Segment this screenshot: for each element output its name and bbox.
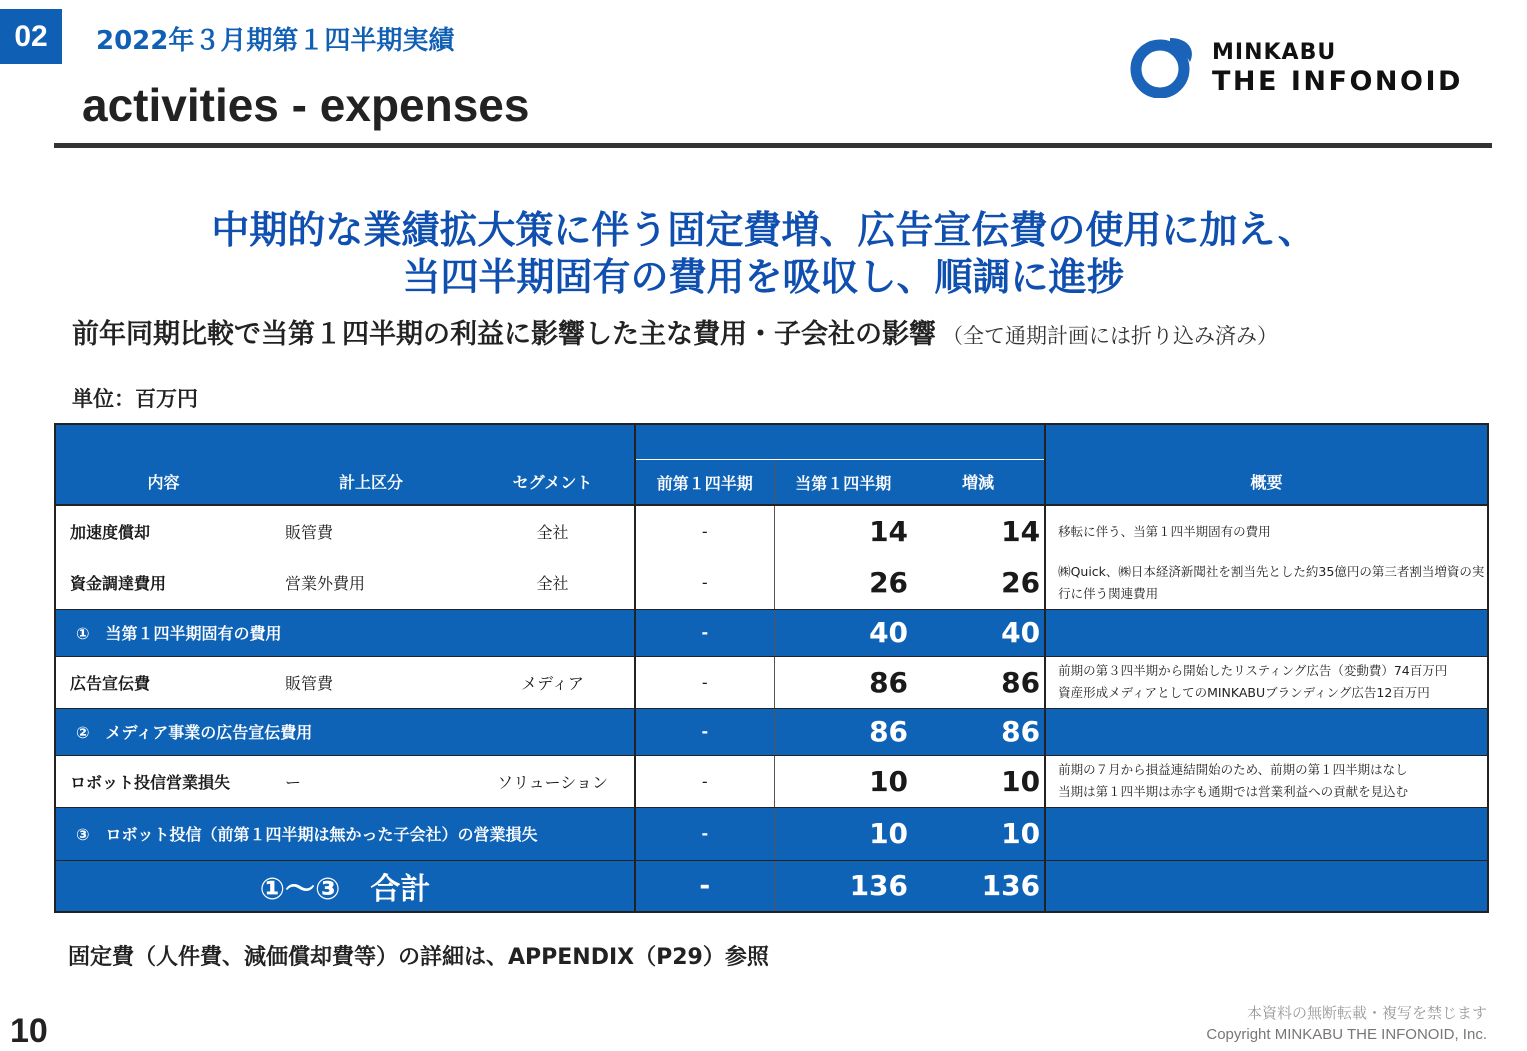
table-row (55, 755, 1488, 807)
header-summary: 概要 (1045, 460, 1488, 506)
table-header-row (55, 460, 1488, 506)
row-summary: ㈱Quick、㈱日本経済新聞社を割当先とした約35億円の第三者割当増資の実行に伴う関連費用 (1045, 557, 1488, 609)
subtotal-change-value: 10 (912, 807, 1045, 860)
headline-line1: 中期的な業績拡大策に伴う固定費増、広告宣伝費の使用に加え、 (211, 208, 1316, 252)
page-title: activities - expenses (82, 79, 530, 131)
section-number-badge: 02 (0, 9, 62, 64)
subheading-main: 前年同期比較で当第１四半期の利益に影響した主な費用・子会社の影響 (72, 319, 936, 350)
row-curr-value: 10 (774, 755, 912, 807)
row-category: 営業外費用 (271, 557, 471, 609)
header-segment: セグメント (471, 460, 635, 506)
row-label: ロボット投信営業損失 (55, 755, 271, 807)
total-curr-value: 136 (774, 860, 912, 912)
row-label: 広告宣伝費 (55, 656, 271, 708)
logo-text-line1: MINKABU (1212, 40, 1337, 65)
row-curr-value: 86 (774, 656, 912, 708)
copyright-line: Copyright MINKABU THE INFONOID, Inc. (1206, 1026, 1487, 1043)
unit-label: 単位：百万円 (72, 387, 198, 411)
subtotal-change-value: 40 (912, 609, 1045, 656)
total-row (55, 860, 1488, 912)
subtotal-curr-value: 40 (774, 609, 912, 656)
row-summary-line2: 資産形成メディアとしてのMINKABUブランディング広告12百万円 (1058, 685, 1430, 700)
header-prev-q1: 前第１四半期 (635, 460, 774, 506)
subheading (72, 312, 1278, 351)
row-category: ー (271, 755, 471, 807)
row-summary: 移転に伴う、当第１四半期固有の費用 (1045, 505, 1488, 557)
table-row (55, 505, 1488, 557)
page-number: 10 (10, 1012, 48, 1050)
subtotal-prev-value: - (635, 807, 774, 860)
row-segment: 全社 (471, 505, 635, 557)
header-curr-q1: 当第１四半期 (774, 460, 912, 506)
row-prev-value: - (635, 505, 774, 557)
total-prev-value: - (635, 860, 774, 912)
subtotal-prev-value: - (635, 708, 774, 755)
total-change-value: 136 (912, 860, 1045, 912)
table-row (55, 656, 1488, 708)
row-summary (1045, 656, 1488, 708)
subtotal-row (55, 609, 1488, 656)
row-segment: ソリューション (471, 755, 635, 807)
expenses-table (54, 423, 1489, 913)
row-prev-value: - (635, 656, 774, 708)
row-label: 資金調達費用 (55, 557, 271, 609)
header-change: 増減 (912, 460, 1045, 506)
row-summary-line1: 前期の７月から損益連結開始のため、前期の第１四半期はなし (1058, 762, 1408, 777)
row-summary-line2: 当期は第１四半期は赤字も通期では営業利益への貢献を見込む (1058, 784, 1409, 799)
row-label: 加速度償却 (55, 505, 271, 557)
subtotal-curr-value: 86 (774, 708, 912, 755)
headline-line2: 当四半期固有の費用を吸収し、順調に進捗 (402, 255, 1125, 299)
copyright-notice: 本資料の無断転載・複写を禁じます (1246, 1004, 1487, 1022)
row-curr-value: 14 (774, 505, 912, 557)
subtotal-change-value: 86 (912, 708, 1045, 755)
row-change-value: 86 (912, 656, 1045, 708)
table-row (55, 557, 1488, 609)
title-divider (54, 143, 1492, 148)
header-category: 計上区分 (271, 460, 471, 506)
row-segment: 全社 (471, 557, 635, 609)
table-header-top (55, 424, 1488, 460)
row-summary (1045, 755, 1488, 807)
row-segment: メディア (471, 656, 635, 708)
row-prev-value: - (635, 557, 774, 609)
row-curr-value: 26 (774, 557, 912, 609)
row-change-value: 26 (912, 557, 1045, 609)
subtotal-prev-value: - (635, 609, 774, 656)
total-label: ①～③ 合計 (55, 860, 635, 912)
row-category: 販管費 (271, 656, 471, 708)
logo-text-line2: THE INFONOID (1212, 66, 1463, 97)
row-prev-value: - (635, 755, 774, 807)
subtotal-curr-value: 10 (774, 807, 912, 860)
header-content: 内容 (55, 460, 271, 506)
subtotal-label: ③ ロボット投信（前第１四半期は無かった子会社）の営業損失 (55, 807, 635, 860)
company-logo (1130, 36, 1510, 98)
footnote: 固定費（人件費、減価償却費等）の詳細は、APPENDIX（P29）参照 (68, 945, 769, 970)
subtotal-label: ② メディア事業の広告宣伝費用 (55, 708, 635, 755)
row-change-value: 14 (912, 505, 1045, 557)
subtotal-label: ① 当第１四半期固有の費用 (55, 609, 635, 656)
header-subtitle: 2022年３月期第１四半期実績 (96, 26, 455, 56)
subtotal-row (55, 708, 1488, 755)
subtotal-row (55, 807, 1488, 860)
row-change-value: 10 (912, 755, 1045, 807)
row-category: 販管費 (271, 505, 471, 557)
logo-mark-icon (1130, 36, 1196, 98)
row-summary-line1: 前期の第３四半期から開始したリスティング広告（変動費）74百万円 (1058, 663, 1448, 678)
subheading-note: （全て通期計画には折り込み済み） (942, 324, 1278, 348)
